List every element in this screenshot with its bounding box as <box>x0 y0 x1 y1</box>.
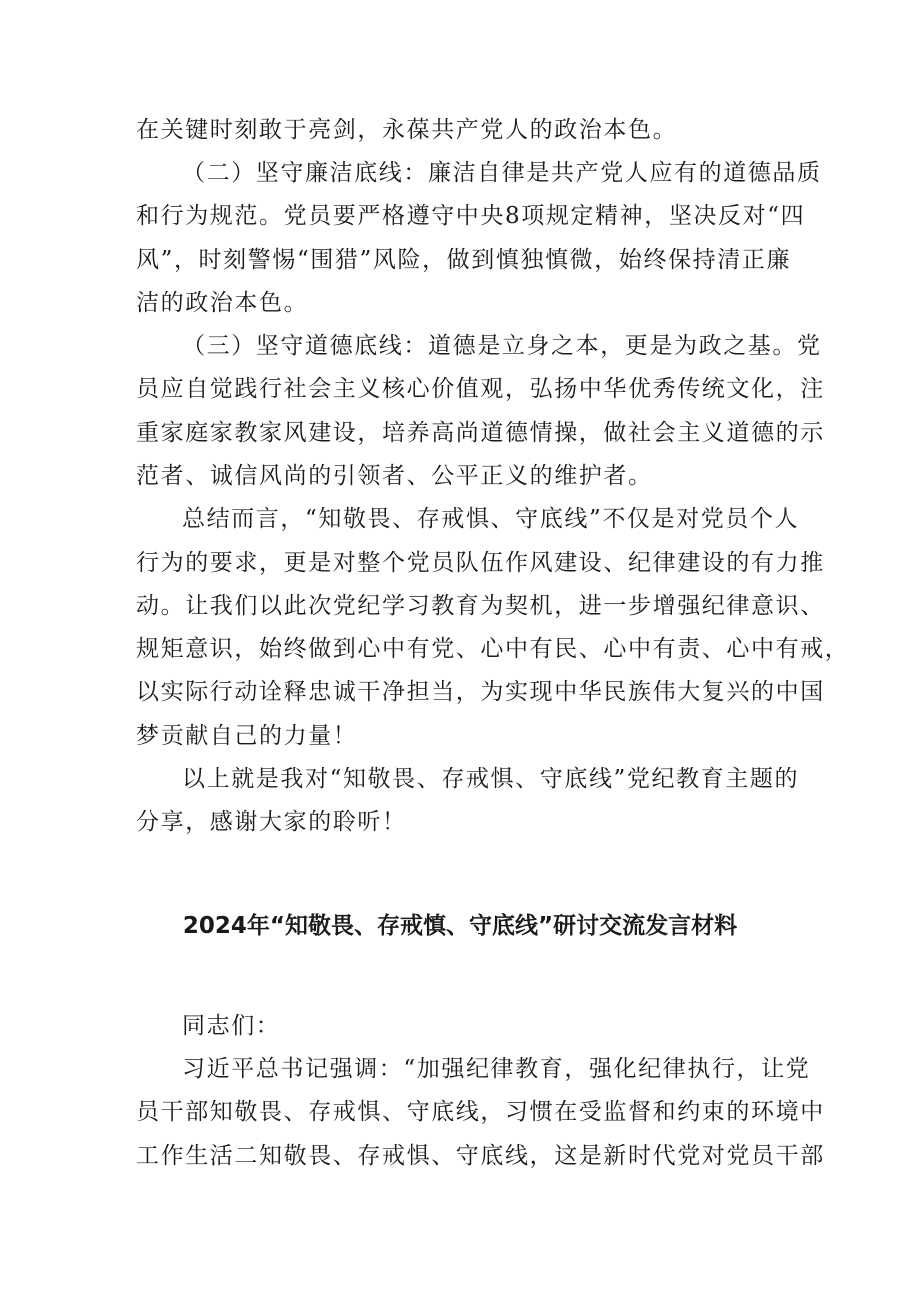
paragraph-line: 规矩意识，始终做到心中有党、心中有民、心中有责、心中有戒， <box>136 636 850 662</box>
paragraph-line: 习近平总书记强调：“加强纪律教育，强化纪律执行，让党 <box>182 1056 811 1082</box>
paragraph-line: 洁的政治本色。 <box>136 290 309 316</box>
paragraph-line: 重家庭家教家风建设，培养高尚道德情操，做社会主义道德的示 <box>136 420 825 446</box>
paragraph-line: 行为的要求，更是对整个党员队伍作风建设、纪律建设的有力推 <box>136 550 825 576</box>
paragraph-line: 员干部知敬畏、存戒惧、守底线，习惯在受监督和约束的环境中 <box>136 1099 825 1125</box>
paragraph-line: 员应自觉践行社会主义核心价值观，弘扬中华优秀传统文化，注 <box>136 376 825 402</box>
paragraph-line: （二）坚守廉洁底线：廉洁自律是共产党人应有的道德品质 <box>182 160 822 186</box>
paragraph-line: 分享，感谢大家的聆听！ <box>136 809 407 835</box>
paragraph-line: 和行为规范。党员要严格遵守中央8项规定精神，坚决反对“四 <box>136 203 806 229</box>
paragraph-line: 以实际行动诠释忠诚干净担当，为实现中华民族伟大复兴的中国 <box>136 679 825 705</box>
paragraph-line: 总结而言，“知敬畏、存戒惧、守底线”不仅是对党员个人 <box>182 506 800 532</box>
paragraph-line: 梦贡献自己的力量！ <box>136 723 358 749</box>
paragraph-line: 动。让我们以此次党纪学习教育为契机，进一步增强纪律意识、 <box>136 593 825 619</box>
paragraph-line: 范者、诚信风尚的引领者、公平正义的维护者。 <box>136 463 653 489</box>
paragraph-line: （三）坚守道德底线：道德是立身之本，更是为政之基。党 <box>182 333 822 359</box>
paragraph-line: 以上就是我对“知敬畏、存戒惧、守底线”党纪教育主题的 <box>182 766 800 792</box>
salutation: 同志们： <box>182 1013 281 1039</box>
paragraph-line: 工作生活二知敬畏、存戒惧、守底线，这是新时代党对党员干部 <box>136 1143 825 1169</box>
document-title: 2024年“知敬畏、存戒慎、守底线”研讨交流发言材料 <box>182 913 738 939</box>
paragraph-line: 在关键时刻敢于亮剑，永葆共产党人的政治本色。 <box>136 117 678 143</box>
paragraph-line: 风”，时刻警惕“围猎”风险，做到慎独慎微，始终保持清正廉 <box>136 247 792 273</box>
